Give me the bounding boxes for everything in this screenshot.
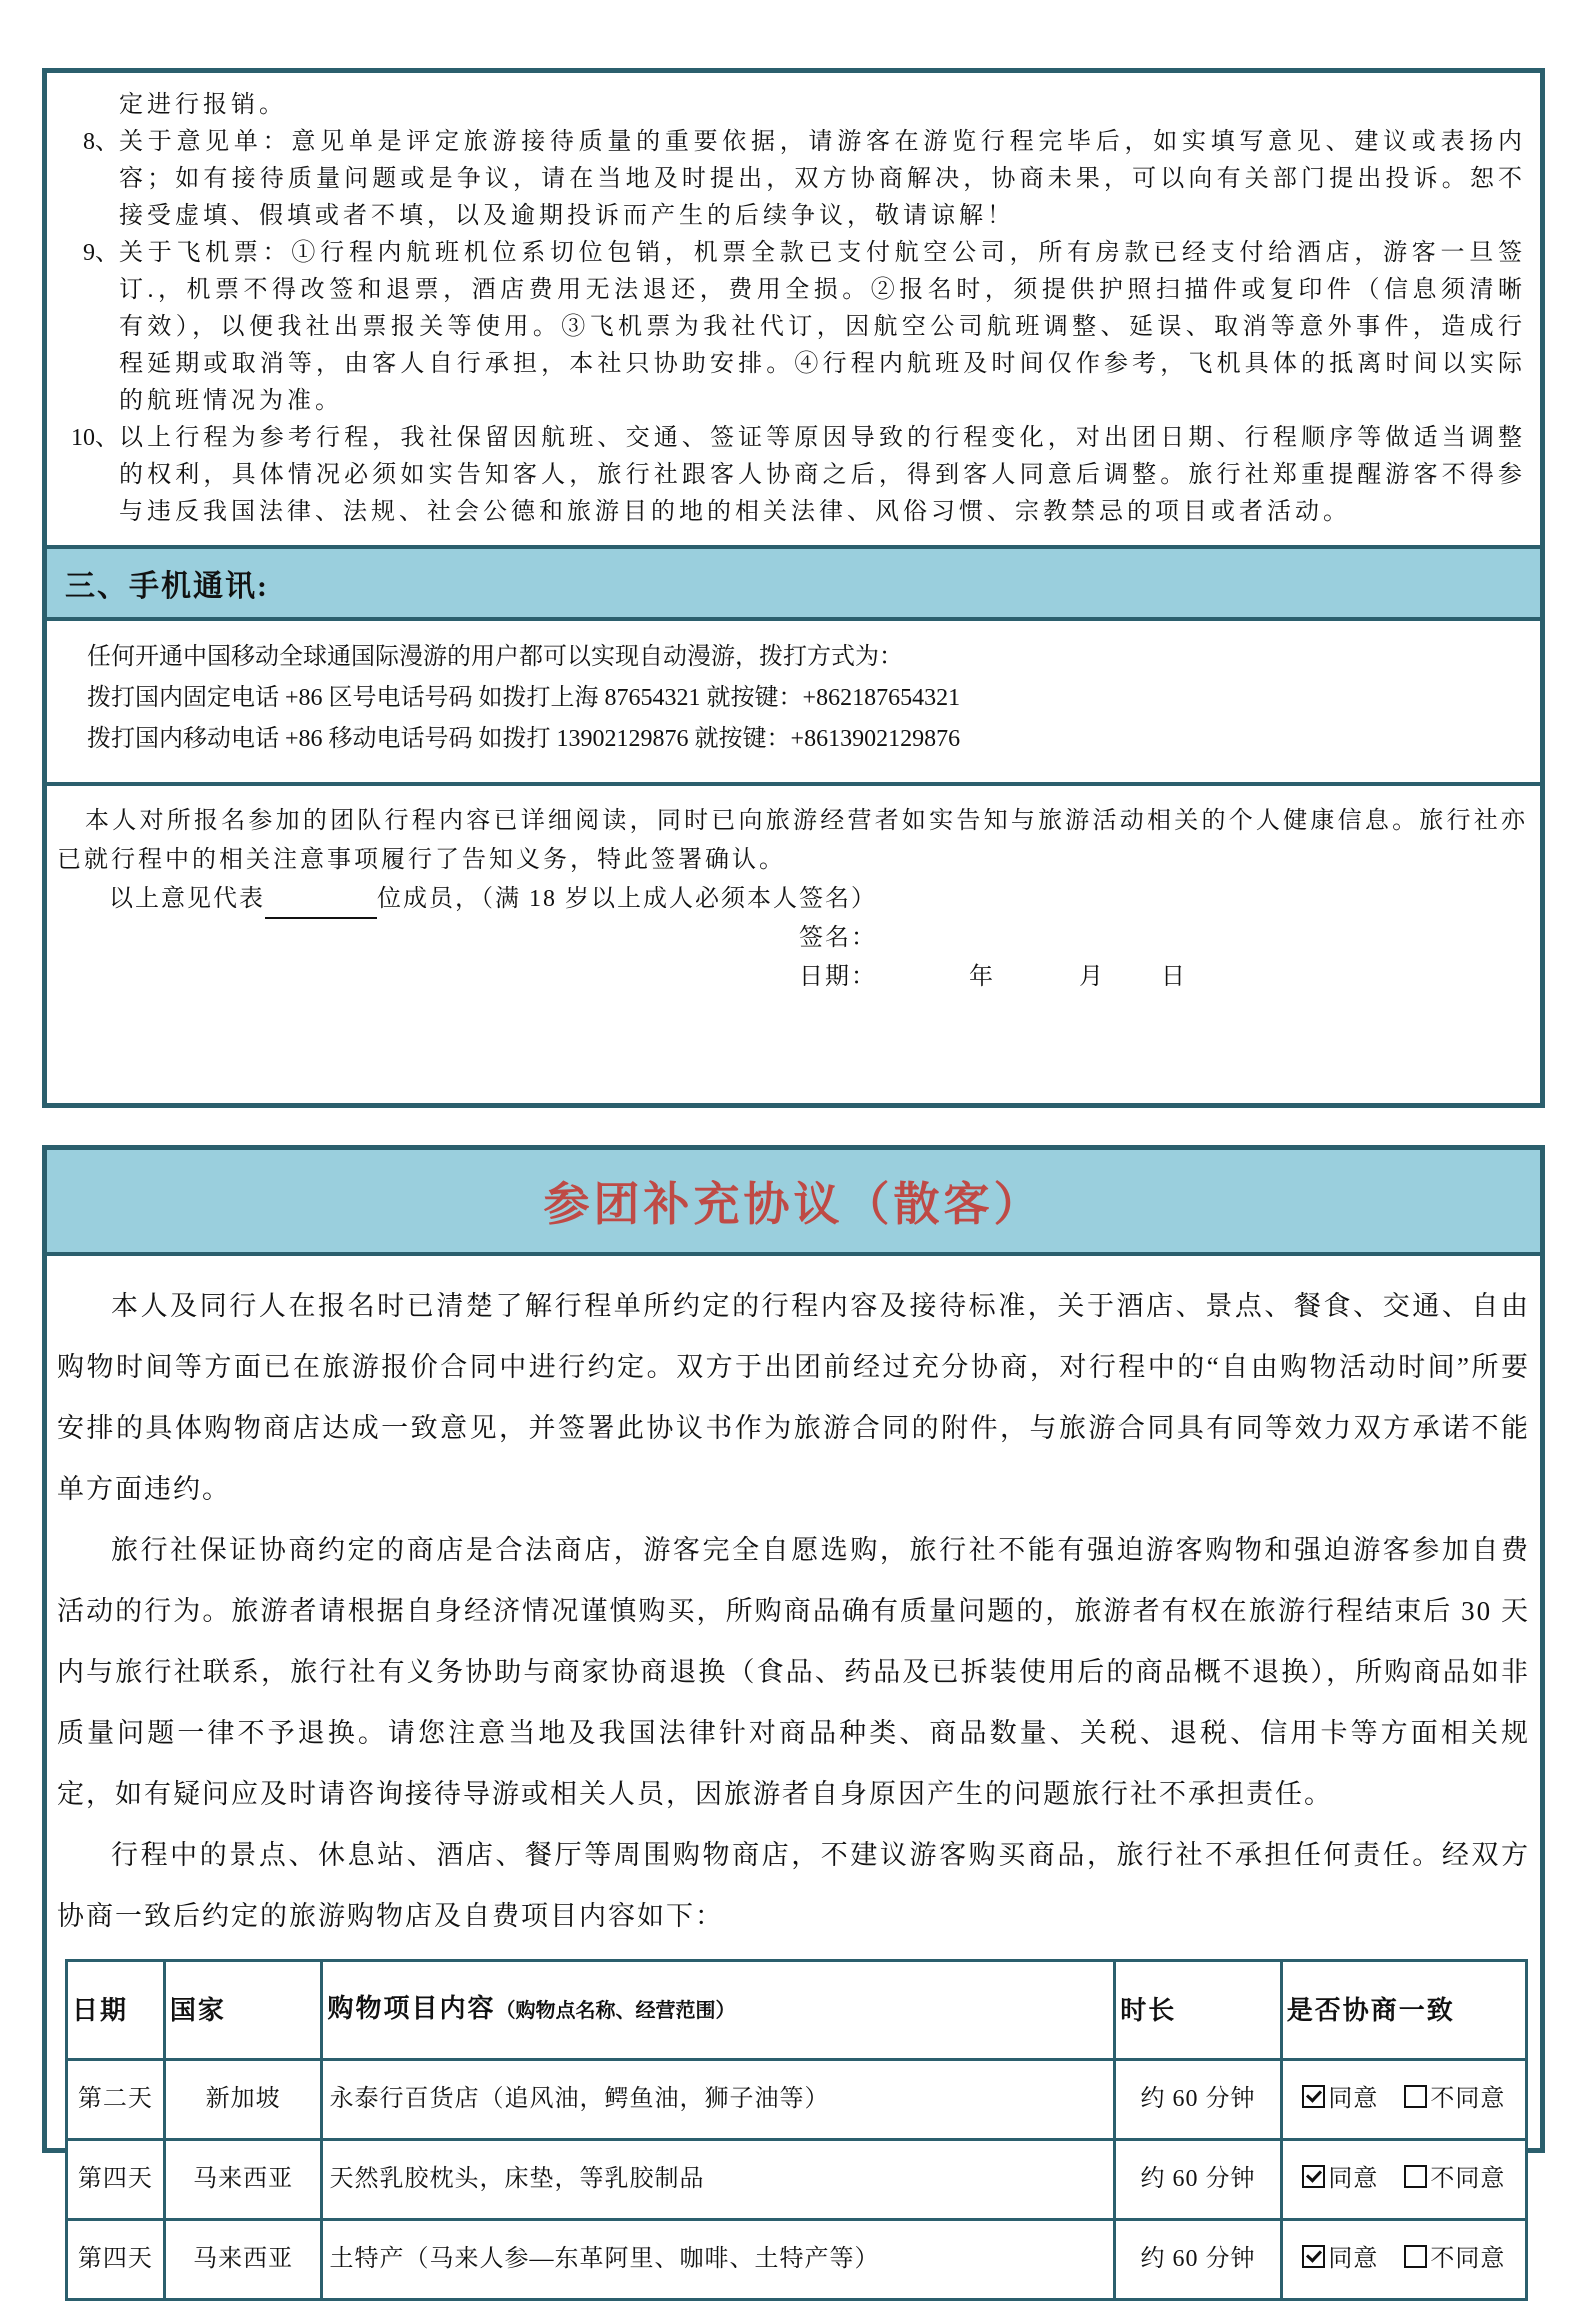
- confirmation-paragraph: 本人对所报名参加的团队行程内容已详细阅读，同时已向旅游经营者如实告知与旅游活动相关的个人健康信息。旅行社亦已就行程中的相关注意事项履行了告知义务，特此签署确认。: [57, 808, 1528, 873]
- disagree-label: 不同意: [1430, 2086, 1506, 2112]
- members-count-blank[interactable]: [265, 892, 377, 919]
- disagree-checkbox[interactable]: [1404, 2165, 1427, 2188]
- notice-item-text: 以上行程为参考行程，我社保留因航班、交通、签证等原因导致的行程变化，对出团日期、行程顺序等做适当调整的权利，具体情况必须如实告知客人，旅行社跟客人协商之后，得到客人同意后调整。旅行社郑重提醒游客不得参与违反我国法律、法规、社会公德和旅游目的地的相关法律、风俗习惯、宗教禁忌的项目或者活动。: [119, 425, 1526, 525]
- agree-option: [1302, 2086, 1378, 2112]
- agree-checkbox[interactable]: [1302, 2085, 1325, 2108]
- cell-day: 第四天: [67, 2220, 165, 2300]
- header-duration: 时长: [1115, 1961, 1281, 2060]
- mobile-dial-line: 拨打国内移动电话 +86 移动电话号码 如拨打 13902129876 就按键：+8613902129876: [87, 726, 961, 752]
- notice-item-text: 关于意见单：意见单是评定旅游接待质量的重要依据，请游客在游览行程完毕后，如实填写意见、建议或表扬内容；如有接待质量问题或是争议，请在当地及时提出，双方协商解决，协商未果，可以向有关部门提出投诉。恕不接受虚填、假填或者不填，以及逾期投诉而产生的后续争议，敬请谅解！: [119, 129, 1526, 229]
- cell-content: 永泰行百货店（追风油，鳄鱼油，狮子油等）: [322, 2060, 1115, 2140]
- disagree-option: [1404, 2166, 1505, 2192]
- cell-day: 第二天: [67, 2060, 165, 2140]
- agree-label: 同意: [1328, 2246, 1379, 2272]
- notice-continuation-line: 定进行报销。: [119, 92, 287, 118]
- header-consent: 是否协商一致: [1281, 1961, 1526, 2060]
- landline-dial-line: 拨打国内固定电话 +86 区号电话号码 如拨打上海 87654321 就按键：+862187654321: [87, 685, 961, 711]
- signature-blank[interactable]: [877, 933, 989, 958]
- notice-item-number: 8、: [83, 129, 119, 155]
- month-label: 月: [1079, 964, 1105, 990]
- confirmation-section: [47, 786, 1540, 997]
- disagree-label: 不同意: [1430, 2166, 1506, 2192]
- header-content-main: 购物项目内容: [327, 1994, 496, 2023]
- cell-duration: 约 60 分钟: [1115, 2060, 1281, 2140]
- notices-box: [42, 68, 1545, 1108]
- agree-option: [1302, 2246, 1378, 2272]
- cell-consent: [1281, 2220, 1526, 2300]
- agreement-paragraph-1: 本人及同行人在报名时已清楚了解行程单所约定的行程内容及接待标准，关于酒店、景点、餐食、交通、自由购物时间等方面已在旅游报价合同中进行约定。双方于出团前经过充分协商，对行程中的“自由购物活动时间”所要安排的具体购物商店达成一致意见，并签署此协议书作为旅游合同的附件，与旅游合同具有同等效力双方承诺不能单方面违约。: [57, 1291, 1530, 1504]
- agree-checkbox[interactable]: [1302, 2165, 1325, 2188]
- date-line: [57, 958, 1528, 997]
- notice-item-8: [83, 124, 1526, 235]
- roaming-intro-line: 任何开通中国移动全球通国际漫游的用户都可以实现自动漫游，拨打方式为：: [87, 644, 903, 670]
- members-suffix: 位成员，（满 18 岁以上成人必须本人签名）: [377, 886, 877, 912]
- supplementary-agreement-box: [42, 1145, 1545, 2272]
- signature-line: [57, 919, 1528, 958]
- disagree-checkbox[interactable]: [1404, 2245, 1427, 2268]
- disagree-option: [1404, 2086, 1505, 2112]
- agree-option: [1302, 2166, 1378, 2192]
- header-day: 日期: [67, 1961, 165, 2060]
- cell-duration: 约 60 分钟: [1115, 2220, 1281, 2300]
- notice-item-10: [71, 420, 1526, 531]
- shopping-table: [65, 1959, 1528, 2301]
- header-country: 国家: [164, 1961, 322, 2060]
- mobile-section-header: 三、手机通讯:: [47, 545, 1540, 621]
- agreement-title-band: [47, 1150, 1540, 1256]
- cell-day: 第四天: [67, 2140, 165, 2220]
- numbered-notices-list: [47, 73, 1540, 539]
- mobile-section-body: [47, 621, 1540, 782]
- disagree-checkbox[interactable]: [1404, 2085, 1427, 2108]
- cell-duration: 约 60 分钟: [1115, 2140, 1281, 2220]
- notice-item-number: 10、: [71, 425, 119, 451]
- agree-label: 同意: [1328, 2086, 1379, 2112]
- cell-country: 马来西亚: [164, 2220, 322, 2300]
- header-content-note: （购物点名称、经营范围）: [495, 2000, 736, 2022]
- notice-item-text: 关于飞机票：①行程内航班机位系切位包销，机票全款已支付航空公司，所有房款已经支付给酒店，游客一旦签订.，机票不得改签和退票，酒店费用无法退还，费用全损。②报名时，须提供护照扫描件或复印件（信息须清晰有效），以便我社出票报关等使用。③飞机票为我社代订，因航空公司航班调整、延误、取消等意外事件，造成行程延期或取消等，由客人自行承担，本社只协助安排。④行程内航班及时间仅作参考，飞机具体的抵离时间以实际的航班情况为准。: [119, 240, 1526, 414]
- cell-content: 土特产（马来人参—东革阿里、咖啡、土特产等）: [322, 2220, 1115, 2300]
- cell-consent: [1281, 2060, 1526, 2140]
- cell-country: 马来西亚: [164, 2140, 322, 2220]
- cell-content: 天然乳胶枕头，床垫，等乳胶制品: [322, 2140, 1115, 2220]
- members-count-line: [57, 880, 1528, 919]
- disagree-option: [1404, 2246, 1505, 2272]
- notice-item-9: [83, 235, 1526, 420]
- agreement-title: 参团补充协议（散客）: [543, 1179, 1044, 1230]
- signature-label: 签名：: [799, 925, 877, 951]
- shopping-table-header-row: [67, 1961, 1527, 2060]
- disagree-label: 不同意: [1430, 2246, 1506, 2272]
- table-row: [67, 2140, 1527, 2220]
- table-row: [67, 2060, 1527, 2140]
- agreement-paragraph-2: 旅行社保证协商约定的商店是合法商店，游客完全自愿选购，旅行社不能有强迫游客购物和强迫游客参加自费活动的行为。旅游者请根据自身经济情况谨慎购买，所购商品确有质量问题的，旅游者有权在旅游行程结束后 30 天内与旅行社联系，旅行社有义务协助与商家协商退换（食品、药品及已拆装使用后的商品概不退换），所购商品如非质量问题一律不予退换。请您注意当地及我国法律针对商品种类、商品数量、关税、退税、信用卡等方面相关规定，如有疑问应及时请咨询接待导游或相关人员，因旅游者自身原因产生的问题旅行社不承担责任。: [57, 1535, 1530, 1809]
- year-label: 年: [969, 964, 995, 990]
- agree-label: 同意: [1328, 2166, 1379, 2192]
- header-content: [322, 1961, 1115, 2060]
- notice-item-number: 9、: [83, 240, 119, 266]
- cell-country: 新加坡: [164, 2060, 322, 2140]
- agree-checkbox[interactable]: [1302, 2245, 1325, 2268]
- date-label: 日期：: [799, 964, 877, 990]
- agreement-paragraph-3: 行程中的景点、休息站、酒店、餐厅等周围购物商店，不建议游客购买商品，旅行社不承担任何责任。经双方协商一致后约定的旅游购物店及自费项目内容如下：: [57, 1840, 1530, 1931]
- day-label: 日: [1161, 964, 1187, 990]
- agreement-body: [47, 1256, 1540, 2301]
- cell-consent: [1281, 2140, 1526, 2220]
- table-row: [67, 2220, 1527, 2300]
- members-prefix: 以上意见代表: [109, 886, 265, 912]
